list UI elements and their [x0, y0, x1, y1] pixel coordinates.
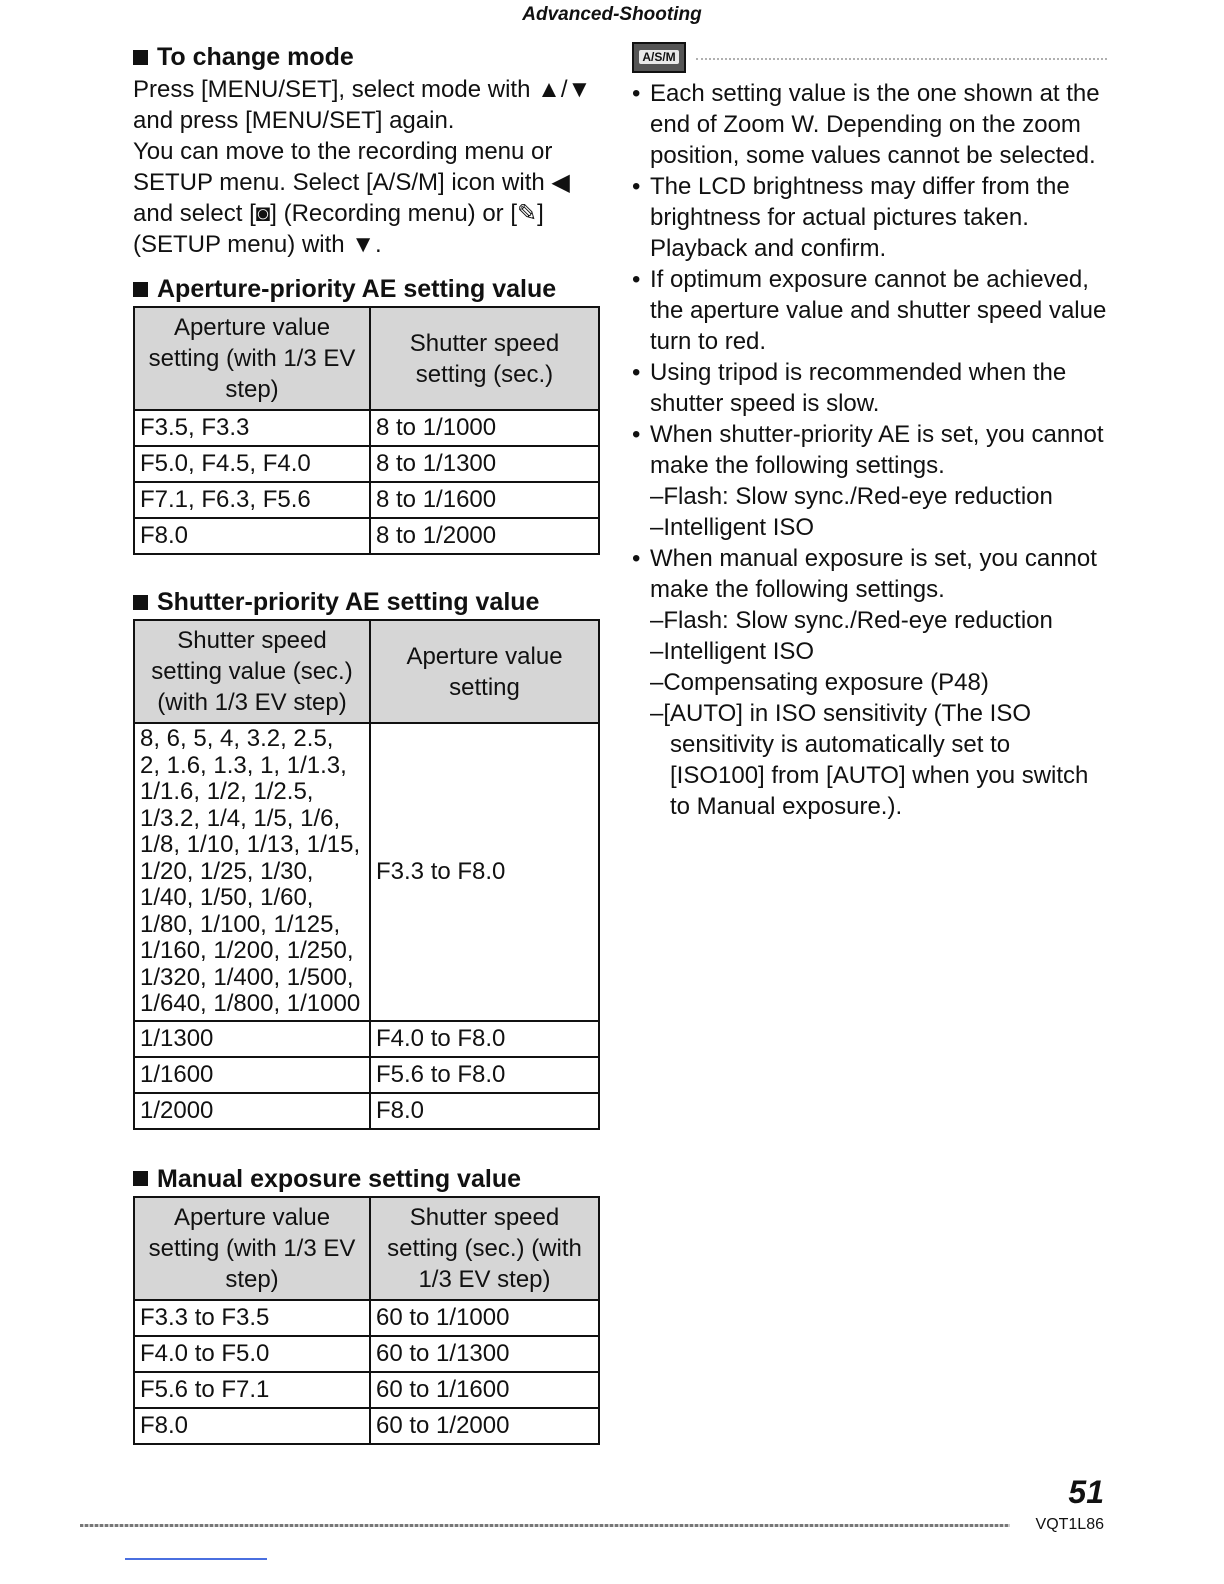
shutter-speed-line: 2, 1.6, 1.3, 1, 1/1.3,	[140, 751, 347, 779]
note-item	[632, 357, 1107, 419]
shutter-speed-line: 1/1.6, 1/2, 1/2.5,	[140, 778, 314, 805]
header-cell: Aperture value setting	[370, 620, 599, 723]
change-mode-line: You can move to the recording menu or	[133, 138, 553, 165]
footer-divider	[80, 1524, 1010, 1527]
left-column	[133, 40, 608, 1445]
change-mode-line: and press [MENU/SET] again.	[133, 107, 455, 134]
header-cell: Aperture value setting (with 1/3 EV step)	[134, 1197, 370, 1300]
header-cell: Aperture value setting (with 1/3 EV step)	[134, 307, 370, 410]
change-mode-line: and select [◙] (Recording menu) or [✎]	[133, 200, 544, 227]
table-row	[134, 1093, 599, 1129]
table-header-row	[134, 307, 599, 410]
shutter-speed-line: 1/40, 1/50, 1/60,	[140, 884, 314, 911]
sub-item: –Intelligent ISO	[650, 514, 815, 541]
square-bullet-icon	[133, 282, 148, 297]
table-cell: 8 to 1/1600	[370, 482, 599, 518]
note-item	[632, 419, 1107, 543]
header-cell: Shutter speed setting value (sec.) (with 1/3 EV step)	[134, 620, 370, 723]
dotted-divider	[696, 58, 1107, 60]
note-item	[632, 264, 1107, 357]
table-row	[134, 518, 599, 554]
mode-icon-row	[632, 40, 1107, 74]
table-cell: F3.3 to F8.0	[370, 723, 599, 1021]
manual-restrictions-list	[650, 605, 1107, 822]
manual-exposure-title: Manual exposure setting value	[157, 1164, 521, 1193]
shutter-speed-line: 8, 6, 5, 4, 3.2, 2.5,	[140, 725, 334, 752]
sub-item: –Compensating exposure (P48)	[650, 669, 989, 696]
table-cell: F8.0	[370, 1093, 599, 1129]
note-text: If optimum exposure cannot be achieved, the aperture value and shutter speed value turn to red.	[650, 266, 1107, 355]
table-row	[134, 1057, 599, 1093]
table-cell: F4.0 to F5.0	[134, 1336, 370, 1372]
table-row	[134, 1300, 599, 1336]
notes-list	[632, 78, 1107, 822]
shutter-priority-title: Shutter-priority AE setting value	[157, 588, 540, 616]
aperture-priority-title: Aperture-priority AE setting value	[157, 275, 557, 303]
table-cell: 1/1600	[134, 1057, 370, 1093]
square-bullet-icon	[133, 50, 148, 65]
note-text: When shutter-priority AE is set, you cannot make the following settings.	[650, 421, 1104, 479]
change-mode-line: (SETUP menu) with ▼.	[133, 231, 382, 258]
table-cell: F5.0, F4.5, F4.0	[134, 446, 370, 482]
table-cell: 60 to 1/1600	[370, 1372, 599, 1408]
table-row	[134, 482, 599, 518]
square-bullet-icon	[133, 1171, 148, 1186]
table-cell: F4.0 to F8.0	[370, 1021, 599, 1057]
section-header: Advanced-Shooting	[522, 4, 702, 25]
table-cell: F8.0	[134, 1408, 370, 1444]
note-item	[632, 543, 1107, 822]
shutter-speed-line: 1/80, 1/100, 1/125,	[140, 910, 341, 938]
page-bottom-line	[125, 1558, 267, 1560]
change-mode-heading	[133, 40, 608, 74]
table-row	[134, 1372, 599, 1408]
table-cell: 8 to 1/1000	[370, 410, 599, 446]
shutter-priority-table	[133, 619, 600, 1130]
sub-item: –Flash: Slow sync./Red-eye reduction	[650, 483, 1053, 510]
change-mode-line: Press [MENU/SET], select mode with ▲/▼	[133, 76, 592, 103]
note-text: Each setting value is the one shown at the end of Zoom W. Depending on the zoom position, some values cannot be selected.	[650, 80, 1100, 169]
change-mode-line: SETUP menu. Select [A/S/M] icon with ◀	[133, 169, 570, 196]
page-number: 51	[1068, 1474, 1104, 1510]
aperture-priority-table	[133, 306, 600, 555]
shutter-speed-list-cell	[134, 723, 370, 1021]
header-cell: Shutter speed setting (sec.) (with 1/3 EV step)	[370, 1197, 599, 1300]
table-row	[134, 723, 599, 1021]
shutter-speed-line: 1/8, 1/10, 1/13, 1/15,	[140, 831, 361, 858]
table-cell: F8.0	[134, 518, 370, 554]
change-mode-title: To change mode	[157, 43, 354, 71]
table-cell: 1/2000	[134, 1093, 370, 1129]
document-code: VQT1L86	[1035, 1516, 1104, 1533]
shutter-speed-line: 1/160, 1/200, 1/250,	[140, 937, 354, 964]
table-cell: 1/1300	[134, 1021, 370, 1057]
table-cell: F3.5, F3.3	[134, 410, 370, 446]
aperture-priority-heading	[133, 272, 608, 306]
table-header-row	[134, 1197, 599, 1300]
manual-exposure-table	[133, 1196, 600, 1445]
right-column	[632, 40, 1107, 822]
table-cell: 60 to 1/1000	[370, 1300, 599, 1336]
table-cell: 60 to 1/1300	[370, 1336, 599, 1372]
table-header-row	[134, 620, 599, 723]
table-cell: 60 to 1/2000	[370, 1408, 599, 1444]
note-text: When manual exposure is set, you cannot make the following settings.	[650, 545, 1097, 603]
note-item	[632, 78, 1107, 171]
table-row	[134, 1021, 599, 1057]
note-item	[632, 171, 1107, 264]
square-bullet-icon	[133, 595, 148, 610]
asm-mode-icon	[632, 42, 686, 73]
table-row	[134, 410, 599, 446]
note-text: Using tripod is recommended when the shutter speed is slow.	[650, 359, 1067, 417]
table-cell: 8 to 1/1300	[370, 446, 599, 482]
sub-item: –Intelligent ISO	[650, 638, 815, 665]
table-cell: F5.6 to F7.1	[134, 1372, 370, 1408]
shutter-speed-line: 1/320, 1/400, 1/500,	[140, 963, 354, 991]
table-row	[134, 1336, 599, 1372]
sub-item: –[AUTO] in ISO sensitivity (The ISO sensitivity is automatically set to [ISO100] from [AUTO] when you switch to Manual exposure.).	[650, 700, 1089, 820]
manual-exposure-heading	[133, 1162, 608, 1196]
table-cell: 8 to 1/2000	[370, 518, 599, 554]
asm-mode-icon-label: A/S/M	[639, 50, 678, 64]
table-cell: F7.1, F6.3, F5.6	[134, 482, 370, 518]
shutter-restrictions-list	[650, 481, 1107, 543]
sub-item: –Flash: Slow sync./Red-eye reduction	[650, 607, 1053, 634]
shutter-speed-line: 1/3.2, 1/4, 1/5, 1/6,	[140, 804, 341, 832]
shutter-priority-heading	[133, 585, 608, 619]
shutter-speed-line: 1/640, 1/800, 1/1000	[140, 990, 361, 1017]
table-row	[134, 446, 599, 482]
note-text: The LCD brightness may differ from the brightness for actual pictures taken. Playback and confirm.	[650, 173, 1070, 262]
shutter-speed-line: 1/20, 1/25, 1/30,	[140, 857, 314, 885]
table-row	[134, 1408, 599, 1444]
table-cell: F5.6 to F8.0	[370, 1057, 599, 1093]
table-cell: F3.3 to F3.5	[134, 1300, 370, 1336]
header-cell: Shutter speed setting (sec.)	[370, 307, 599, 410]
change-mode-text	[133, 74, 608, 260]
